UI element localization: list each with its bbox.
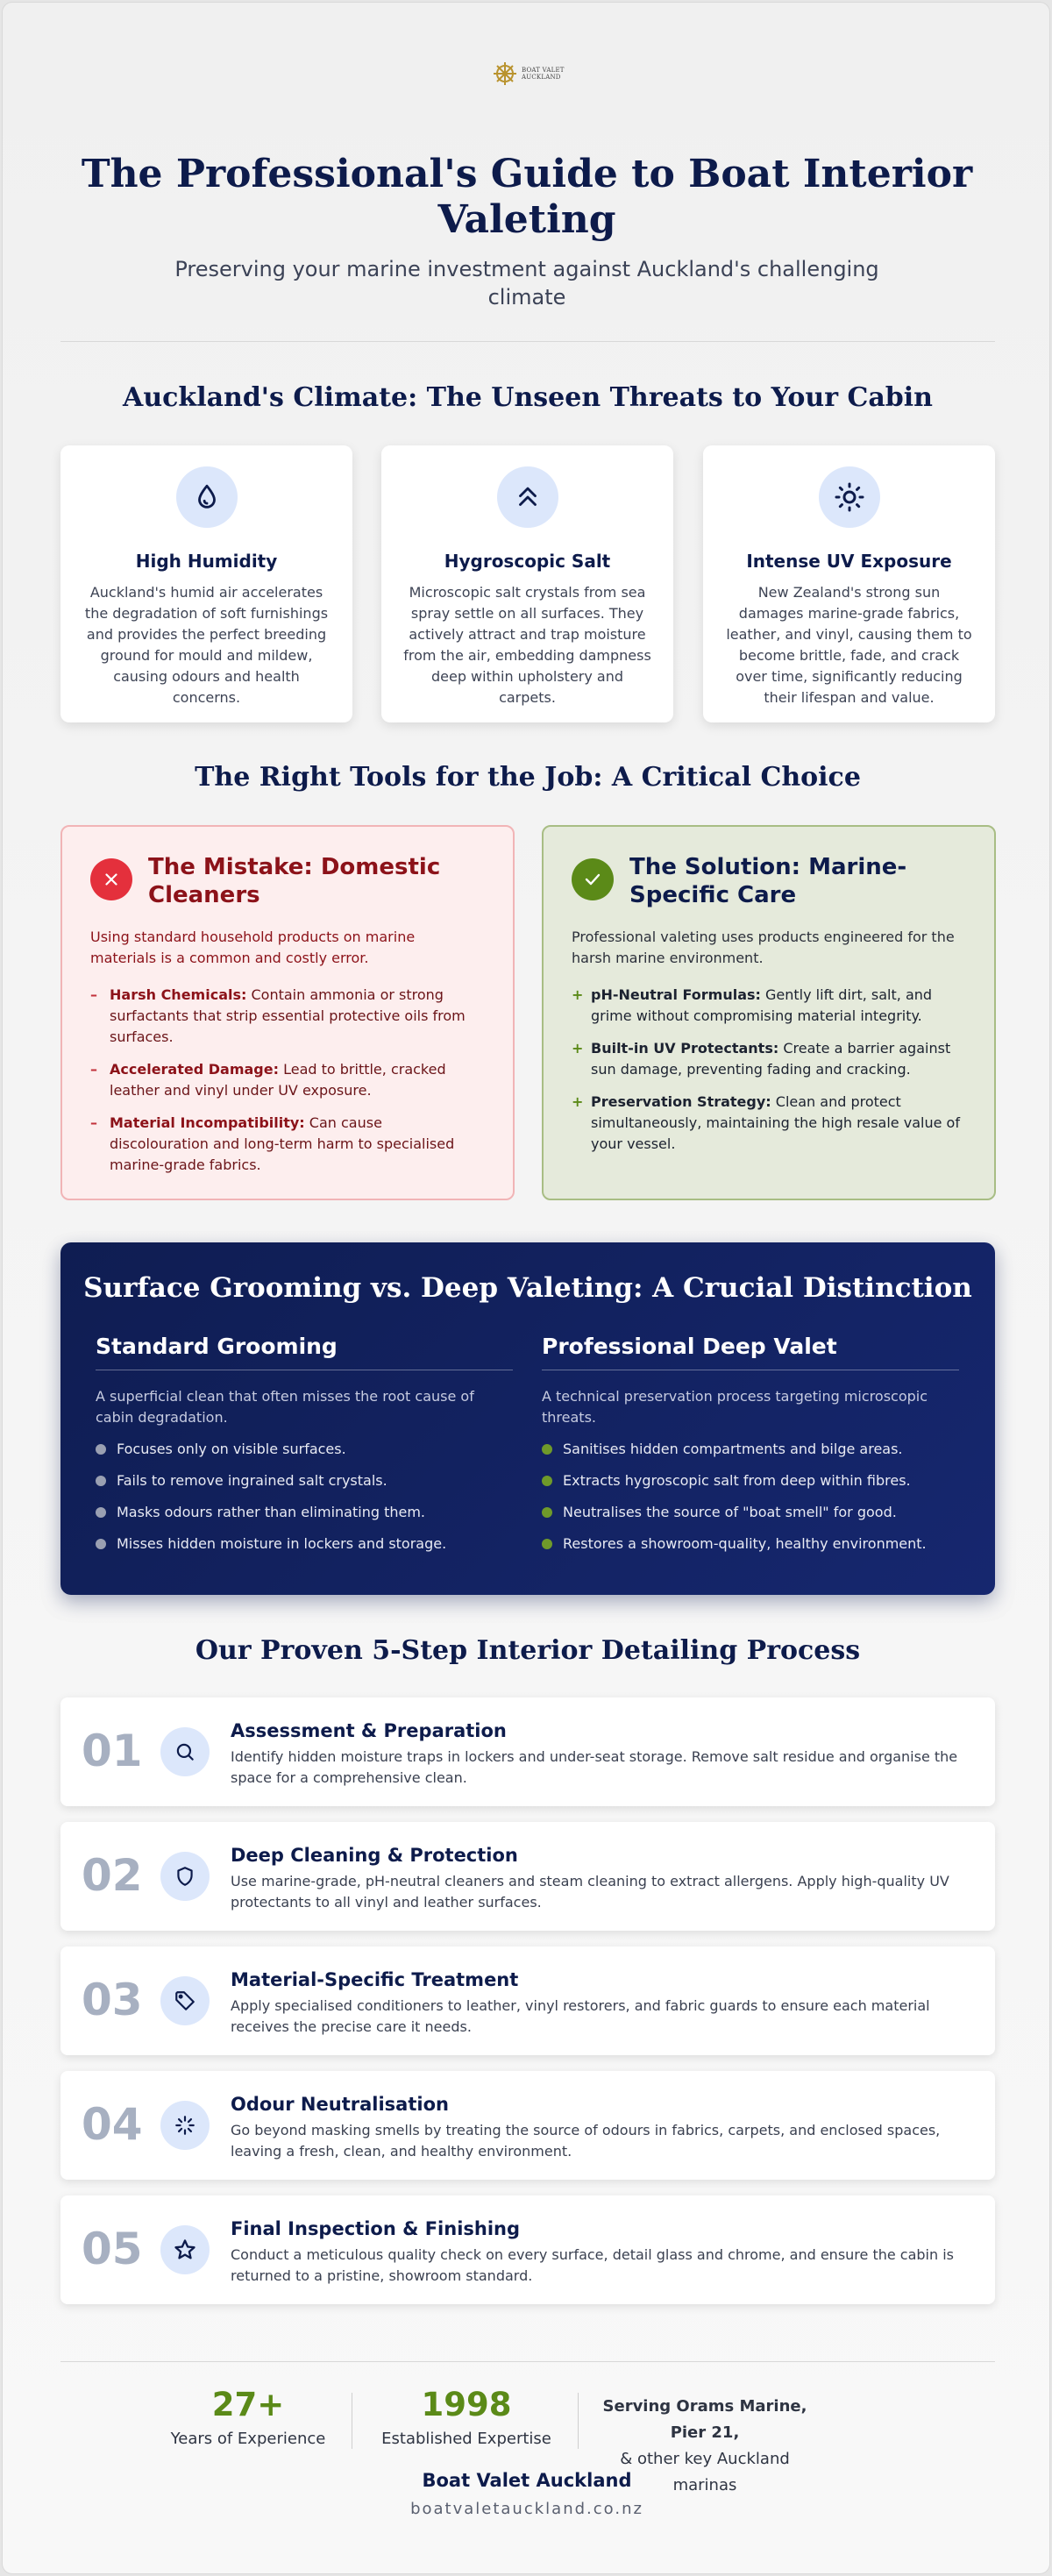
stat-label: Years of Experience xyxy=(170,2430,326,2448)
logo-line-1: BOAT VALET xyxy=(522,67,565,74)
list-item: + Preservation Strategy: Clean and protect simultaneously, maintaining the high resale value of your vessel. xyxy=(572,1093,960,1152)
step-desc: Apply specialised conditioners to leather, vinyl restorers, and fabric guards to ensure each material receives the precise care it needs. xyxy=(231,1997,930,2035)
step-desc: Use marine-grade, pH-neutral cleaners and steam cleaning to extract allergens. Apply high-quality UV protectants to all vinyl and leather surfaces. xyxy=(231,1873,949,1911)
threat-title: Intense UV Exposure xyxy=(746,551,952,572)
process-step-2 xyxy=(60,1822,995,1931)
list-item: Focuses only on visible surfaces. xyxy=(96,1439,513,1460)
bullet-dot xyxy=(542,1507,552,1518)
step-number: 04 xyxy=(82,2099,143,2150)
solution-panel xyxy=(542,825,996,1200)
standard-title: Standard Grooming xyxy=(96,1334,513,1370)
header-divider xyxy=(60,341,995,342)
brand-logo xyxy=(492,57,565,90)
standard-desc: A superficial clean that often misses the root cause of cabin degradation. xyxy=(96,1388,474,1426)
threat-title: Hygroscopic Salt xyxy=(444,551,611,572)
process-step-4 xyxy=(60,2071,995,2180)
footer-divider xyxy=(60,2361,995,2362)
loader-icon xyxy=(174,2114,196,2137)
serving-marinas: Serving Orams Marine, Pier 21, & other key Auckland marinas xyxy=(602,2397,807,2494)
bullet-dot xyxy=(96,1539,106,1549)
threat-text: Microscopic salt crystals from sea spray settle on all surfaces. They actively attract and trap moisture from the air, embedding dampness deep within upholstery and carpets. xyxy=(403,584,651,706)
professional-title: Professional Deep Valet xyxy=(542,1334,959,1370)
mistake-list xyxy=(90,985,485,1176)
step-title: Assessment & Preparation xyxy=(231,1720,507,1741)
mistake-intro: Using standard household products on marine materials is a common and costly error. xyxy=(90,929,416,966)
sun-icon xyxy=(834,481,865,513)
step-number: 03 xyxy=(82,1975,143,2025)
list-item: + Built-in UV Protectants: Create a barrier against sun damage, preventing fading and cracking. xyxy=(572,1040,951,1078)
mistake-panel xyxy=(60,825,515,1200)
list-item: – Material Incompatibility: Can cause discolouration and long-term harm to specialised marine-grade fabrics. xyxy=(90,1114,455,1173)
list-item: Sanitises hidden compartments and bilge areas. xyxy=(542,1439,959,1460)
page-subtitle: Preserving your marine investment against Auckland's challenging climate xyxy=(174,257,879,310)
bullet-dot xyxy=(96,1476,106,1486)
stat-years xyxy=(160,2386,336,2448)
step-title: Odour Neutralisation xyxy=(231,2094,449,2115)
bullet-dot xyxy=(96,1444,106,1455)
check-icon xyxy=(582,869,603,890)
footer-url[interactable]: boatvaletauckland.co.nz xyxy=(410,2500,643,2518)
droplet-icon xyxy=(192,482,222,512)
professional-list xyxy=(542,1439,959,1555)
list-item: + pH-Neutral Formulas: Gently lift dirt, salt, and grime without compromising material integrity. xyxy=(572,986,933,1024)
search-icon xyxy=(174,1740,196,1763)
step-desc: Conduct a meticulous quality check on every surface, detail glass and chrome, and ensure the cabin is returned to a pristine, showroom standard. xyxy=(231,2246,955,2284)
comparison-panel xyxy=(60,1242,995,1595)
tools-section-title: The Right Tools for the Job: A Critical Choice xyxy=(195,762,861,793)
logo-line-2: AUCKLAND xyxy=(522,74,561,81)
threat-text: Auckland's humid air accelerates the degradation of soft furnishings and provides the perfect breeding ground for mould and mildew, causing odours and health concerns. xyxy=(84,584,329,706)
list-item: – Accelerated Damage: Lead to brittle, cracked leather and vinyl under UV exposure. xyxy=(90,1061,446,1099)
stat-label: Established Expertise xyxy=(381,2430,551,2448)
list-item: Restores a showroom-quality, healthy environment. xyxy=(542,1534,959,1555)
page-title: The Professional's Guide to Boat Interior Valeting xyxy=(81,152,973,242)
step-number: 01 xyxy=(82,1726,143,1776)
step-number: 05 xyxy=(82,2224,143,2274)
step-number: 02 xyxy=(82,1850,143,1901)
chevrons-up-icon xyxy=(513,482,543,512)
threat-card-uv xyxy=(703,445,995,722)
threat-card-salt xyxy=(381,445,673,722)
process-step-1 xyxy=(60,1697,995,1806)
list-item: Masks odours rather than eliminating them. xyxy=(96,1502,513,1523)
list-item: Fails to remove ingrained salt crystals. xyxy=(96,1470,513,1491)
tag-icon xyxy=(174,1989,196,2012)
threat-text: New Zealand's strong sun damages marine-grade fabrics, leather, and vinyl, causing them to become brittle, fade, and crack over time, significantly reducing their lifespan and value. xyxy=(726,584,972,706)
list-item: Misses hidden moisture in lockers and storage. xyxy=(96,1534,513,1555)
x-icon xyxy=(102,870,121,889)
process-step-5 xyxy=(60,2195,995,2304)
bullet-dot xyxy=(542,1539,552,1549)
stat-value: 1998 xyxy=(421,2386,512,2423)
footer-brand: Boat Valet Auckland xyxy=(422,2470,632,2491)
ship-wheel-icon xyxy=(492,60,518,87)
step-desc: Identify hidden moisture traps in lockers and under-seat storage. Remove salt residue and organise the space for a comprehensive clean. xyxy=(231,1748,958,1786)
professional-desc: A technical preservation process targeting microscopic threats. xyxy=(542,1388,928,1426)
threat-card-humidity xyxy=(60,445,352,722)
list-item: Neutralises the source of "boat smell" for good. xyxy=(542,1502,959,1523)
comparison-title: Surface Grooming vs. Deep Valeting: A Crucial Distinction xyxy=(83,1272,972,1304)
stat-established xyxy=(371,2386,562,2448)
professional-valet-column xyxy=(542,1334,959,1565)
step-title: Final Inspection & Finishing xyxy=(231,2218,521,2239)
threat-title: High Humidity xyxy=(135,551,278,572)
step-title: Material-Specific Treatment xyxy=(231,1969,519,1990)
climate-section-title: Auckland's Climate: The Unseen Threats to Your Cabin xyxy=(123,382,933,413)
process-step-3 xyxy=(60,1946,995,2055)
solution-list xyxy=(572,985,966,1155)
standard-grooming-column xyxy=(96,1334,513,1565)
mistake-title: The Mistake: Domestic Cleaners xyxy=(148,854,441,908)
list-item: Extracts hygroscopic salt from deep within fibres. xyxy=(542,1470,959,1491)
solution-title: The Solution: Marine-Specific Care xyxy=(629,854,907,908)
stat-value: 27+ xyxy=(211,2386,285,2423)
list-item: – Harsh Chemicals: Contain ammonia or strong surfactants that strip essential protective oils from surfaces. xyxy=(90,986,466,1045)
process-section-title: Our Proven 5-Step Interior Detailing Process xyxy=(195,1635,861,1666)
step-desc: Go beyond masking smells by treating the source of odours in fabrics, carpets, and enclosed spaces, leaving a fresh, clean, and healthy environment. xyxy=(231,2122,941,2160)
standard-list xyxy=(96,1439,513,1555)
solution-intro: Professional valeting uses products engineered for the harsh marine environment. xyxy=(572,929,955,966)
step-title: Deep Cleaning & Protection xyxy=(231,1845,518,1866)
bullet-dot xyxy=(96,1507,106,1518)
infographic-page xyxy=(2,2,1050,2574)
stat-divider xyxy=(578,2393,579,2449)
bullet-dot xyxy=(542,1444,552,1455)
bullet-dot xyxy=(542,1476,552,1486)
star-icon xyxy=(173,2238,197,2262)
shield-icon xyxy=(174,1865,196,1888)
